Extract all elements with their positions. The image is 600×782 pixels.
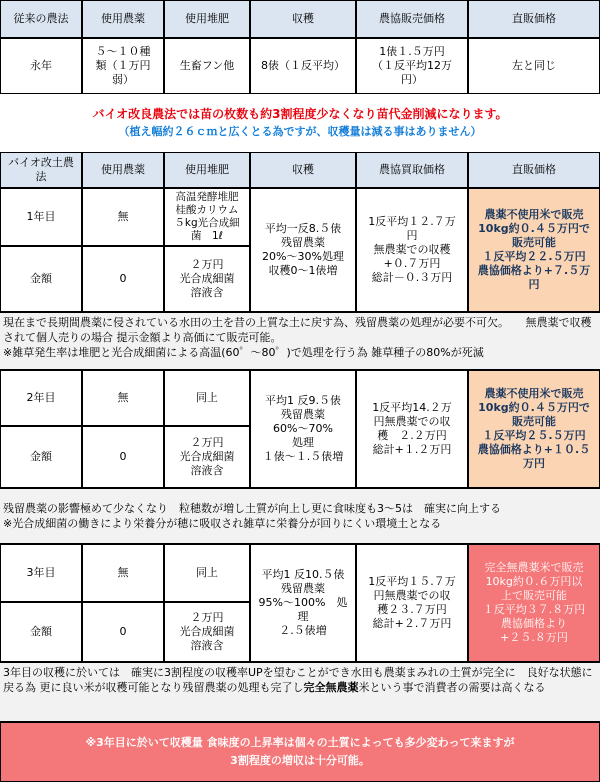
bio-header-method: バイオ改土農法 — [0, 152, 82, 188]
conv-header-method: 従来の農法 — [0, 0, 82, 38]
conv-header-pesticide: 使用農薬 — [82, 0, 164, 38]
note-3-text-b: 米という事で消費者の需要は高くなる — [358, 681, 546, 694]
year1-direct-price: 農薬不使用米で販売 10kg約０.４５万円で 販売可能 １反平均２２.５万円 農協価格より+７.５万 円 — [468, 188, 600, 312]
footer-line-1: ※3年目に於いて収穫量 食味度の上昇率は個々の土質によっても多少変わって来ますが — [85, 736, 515, 749]
year2-cost-label: 金額 — [0, 426, 82, 488]
year1-label: 1年目 — [0, 188, 82, 246]
year3-pesticide: 無 — [82, 544, 164, 602]
year1-cost-value: 0 — [82, 246, 164, 312]
bio-header-pesticide: 使用農薬 — [82, 152, 164, 188]
notice-line-1: バイオ改良農法では苗の枚数も約3割程度少なくなり苗代金削減になります。 — [92, 107, 508, 121]
note-1 — [0, 312, 600, 370]
note-3-text-a: 3年目の収穫に於いては 確実に3割程度の収穫率UPを望むことができ水田も農薬まみれの土質が完全に 良好な状態に戻る為 更に良い米が収穫可能となり残留農薬の処理も完了し — [3, 666, 593, 694]
year3-cost-value: 0 — [82, 602, 164, 662]
notice-line-2: （植え幅約２６ｃｍと広くとる為ですが、収穫量は減る事はありません） — [118, 125, 482, 138]
note-1-text: 現在まで長期間農薬に侵されている水田の土を昔の上質な土に戻す為、残留農薬の処理が必要不可欠。 無農薬で収穫されて個人売りの場合 提示金額より高価にて販売可能。 ※雑草発生率は堆肥と光合成細菌による高温(60゜～80゜)で処理を行う為 雑草種子の80%が死滅 — [3, 316, 592, 359]
note-3-text — [0, 663, 600, 721]
conv-header-harvest: 収穫 — [250, 0, 356, 38]
footer-line-2: 3割程度の増収は十分可能。 — [230, 754, 370, 767]
bio-header-direct-price: 直販価格 — [468, 152, 600, 188]
bio-header-ja-price: 農協買取価格 — [356, 152, 468, 188]
conv-header-ja-price: 農協販売価格 — [356, 0, 468, 38]
year3-compost: 同上 — [164, 544, 250, 602]
conv-header-direct-price: 直販価格 — [468, 0, 600, 38]
year1-ja-price: 1反平均１２.７万 円 無農薬での収穫 +０.７万円 総計－０.３万円 — [356, 188, 468, 312]
year2-direct-price: 農薬不使用米で販売 10kg約０.４５万円で 販売可能 １反平均２５.５万円 農協価格より+１０.５ 万円 — [468, 370, 600, 488]
year2-pesticide: 無 — [82, 370, 164, 426]
year2-cost-compost: ２万円 光合成細菌 溶液含 — [164, 426, 250, 488]
bio-header-harvest: 収穫 — [250, 152, 356, 188]
conv-row-direct-price: 左と同じ — [468, 38, 600, 94]
note-3-text-bold: 完全無農薬 — [303, 681, 359, 694]
conv-header-compost: 使用堆肥 — [164, 0, 250, 38]
note-2 — [0, 488, 600, 544]
year1-cost-compost: ２万円 光合成細菌 溶液含 — [164, 246, 250, 312]
year2-compost: 同上 — [164, 370, 250, 426]
year3-cost-compost: ２万円 光合成細菌 溶液含 — [164, 602, 250, 662]
year3-label: 3年目 — [0, 544, 82, 602]
year2-cost-value: 0 — [82, 426, 164, 488]
conv-row-pesticide: ５～１０種 類（１万円 弱） — [82, 38, 164, 94]
footer-box — [0, 722, 600, 782]
year2-ja-price: 1反平均14.２万 円無農薬での収 穫 ２.２万円 総計+１.２万円 — [356, 370, 468, 488]
year3-harvest: 平均1 反10.５俵 残留農薬 95%～100% 処 理 ２.５俵増 — [250, 544, 356, 662]
year3-direct-price: 完全無農薬米で販売 10kg約０.６万円以 上で販売可能 １反平均３７.８万円 農協価格より +２５.８万円 — [468, 544, 600, 662]
note-3 — [0, 662, 600, 722]
conv-row-harvest: 8俵（１反平均） — [250, 38, 356, 94]
year1-harvest: 平均一反8.５俵 残留農薬 20%～30%処理 収穫0～1俵増 — [250, 188, 356, 312]
notice-box — [0, 94, 600, 152]
year2-label: 2年目 — [0, 370, 82, 426]
year3-ja-price: 1反平均１５.７万 円無農薬での収 穫２３.７万円 総計+２.７万円 — [356, 544, 468, 662]
year2-harvest: 平均1 反9.５俵 残留農薬 60%～70% 処理 １俵～１.５俵増 — [250, 370, 356, 488]
year1-cost-label: 金額 — [0, 246, 82, 312]
year1-pesticide: 無 — [82, 188, 164, 246]
year1-compost: 高温発酵堆肥 桂酸カリウム ５kg光合成細 菌 1ℓ — [164, 188, 250, 246]
conv-row-compost: 生畜フン他 — [164, 38, 250, 94]
conv-row-period: 永年 — [0, 38, 82, 94]
conv-row-ja-price: 1俵１.５万円 （１反平均12万 円） — [356, 38, 468, 94]
note-2-text: 残留農薬の影響極めて少なくなり 粒穂数が増し土質が向上し更に食味度も3～5は 確実に向上する ※光合成細菌の働きにより栄養分が穂に吸収され雑草に栄養分が回りにくい環境土となる — [3, 502, 501, 530]
year3-cost-label: 金額 — [0, 602, 82, 662]
bio-header-compost: 使用堆肥 — [164, 152, 250, 188]
